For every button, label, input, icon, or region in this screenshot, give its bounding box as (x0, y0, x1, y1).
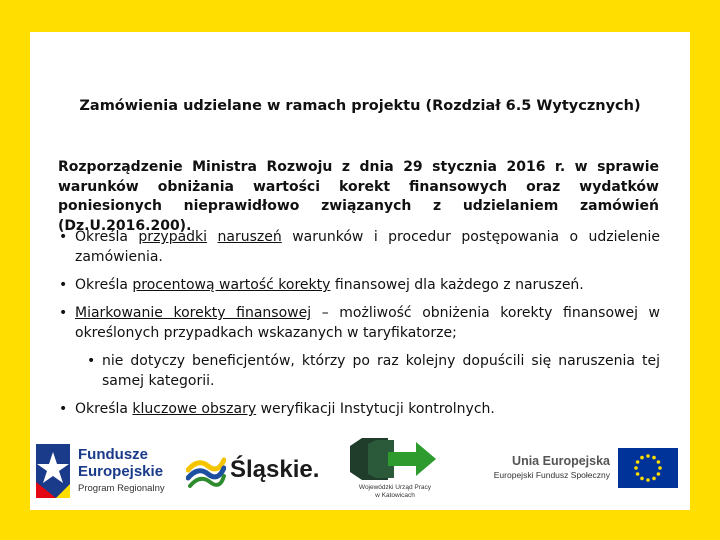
bullet-item (58, 303, 660, 343)
fe-logo-line3: Program Regionalny (78, 483, 165, 494)
wup-arrow-icon (348, 436, 438, 482)
slaskie-waves-icon (186, 452, 226, 492)
slaskie-logo (186, 440, 320, 500)
regulation-text: Rozporządzenie Ministra Rozwoju z dnia 29 stycznia 2016 r. w sprawie warunków obniżania wartości korekt finansowych oraz wydatków poniesionych nieprawidłowo związanych z udzielaniem zamówień (Dz.U.2016.200). (58, 159, 659, 234)
bullet-text: Określa (75, 229, 139, 245)
logo-footer (30, 432, 690, 510)
bullet-underlined-text: procentową wartość korekty (132, 277, 331, 293)
wup-logo-line2: w Katowicach (375, 492, 415, 499)
bullet-underlined-text: naruszeń (217, 229, 282, 245)
bullet-underlined-text: kluczowe obszary (132, 401, 257, 417)
wup-logo-line1: Wojewódzki Urząd Pracy (358, 484, 432, 491)
slaskie-logo-text: Śląskie. (230, 456, 320, 483)
bullet-underlined-text: przypadki (138, 229, 208, 245)
sub-bullet-item: • nie dotyczy beneficjentów, którzy po raz kolejny dopuścili się naruszenia tej samej kategorii. (86, 351, 660, 391)
eu-flag-icon (618, 448, 678, 488)
bullet-text: warunków i procedur postępowania o udzielenie zamówienia. (75, 229, 661, 265)
bullet-text (207, 229, 217, 245)
eu-logo-line2: Europejski Fundusz Społeczny (493, 470, 610, 480)
wup-katowice-logo (340, 436, 450, 502)
fe-star-icon (36, 444, 70, 498)
bullet-underlined-text: Miarkowanie korekty finansowej (75, 305, 312, 321)
bullet-text: finansowej dla każdego z naruszeń. (330, 277, 584, 293)
bullet-text: – możliwość obniżenia korekty finansowej w określonych przypadkach wskazanych w taryfikatorze; (75, 305, 660, 341)
bullet-text: weryfikacji Instytucji kontrolnych. (256, 401, 495, 417)
unia-europejska-logo (478, 440, 682, 500)
eu-logo-line1: Unia Europejska (512, 454, 610, 468)
slide (30, 32, 690, 510)
bullet-list (58, 227, 660, 427)
slide-title: Zamówienia udzielane w ramach projektu (Rozdział 6.5 Wytycznych) (79, 98, 641, 114)
fe-logo-line1: Fundusze (78, 446, 148, 463)
bullet-item (58, 227, 660, 267)
bullet-text: Określa (75, 401, 133, 417)
fe-logo-line2: Europejskie (78, 463, 164, 480)
fundusze-europejskie-logo (36, 440, 186, 500)
bullet-text: Określa (75, 277, 133, 293)
bullet-item (58, 275, 660, 295)
bullet-item (58, 399, 660, 419)
